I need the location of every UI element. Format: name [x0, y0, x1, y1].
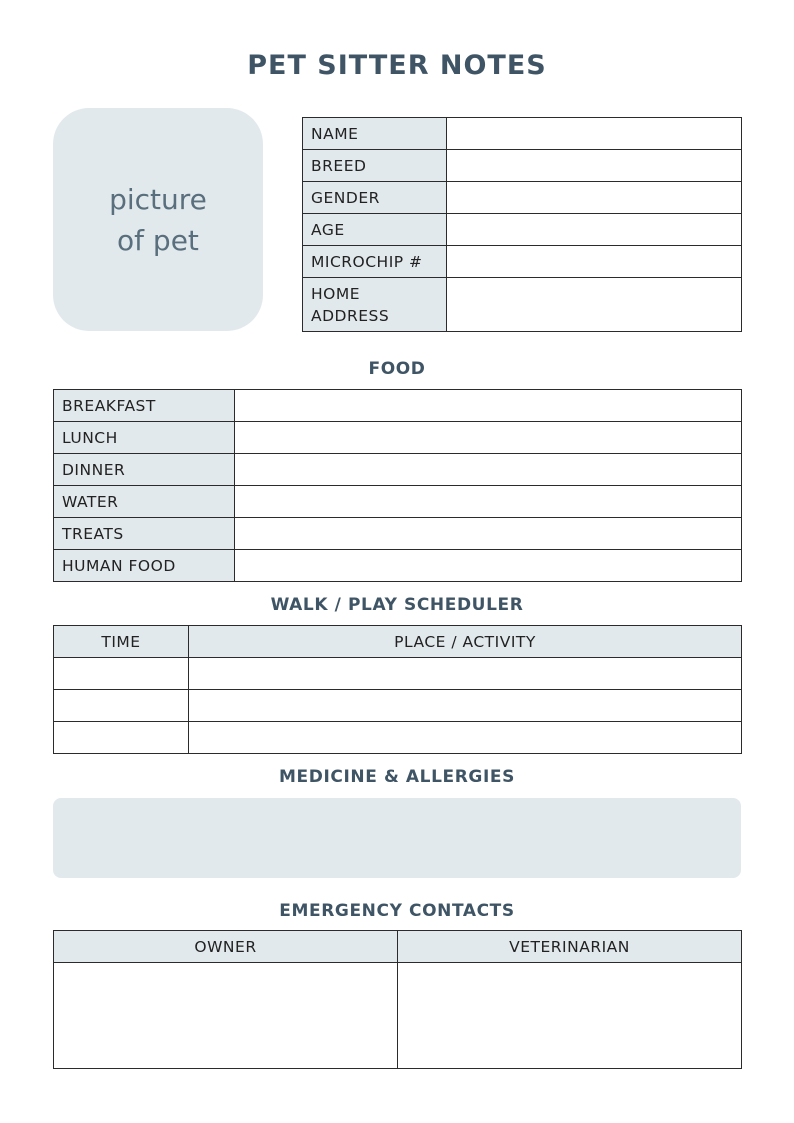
- table-row: [54, 658, 742, 690]
- food-label: LUNCH: [54, 422, 235, 454]
- table-row: [303, 246, 742, 278]
- table-row: [54, 422, 742, 454]
- food-label: TREATS: [54, 518, 235, 550]
- age-field[interactable]: [447, 214, 742, 246]
- food-label: DINNER: [54, 454, 235, 486]
- table-row: [303, 182, 742, 214]
- water-field[interactable]: [235, 486, 742, 518]
- human-food-field[interactable]: [235, 550, 742, 582]
- time-cell[interactable]: [54, 722, 189, 754]
- table-row: [54, 963, 742, 1069]
- walk-table: [53, 625, 742, 754]
- food-label: BREAKFAST: [54, 390, 235, 422]
- pet-info-label: NAME: [303, 118, 447, 150]
- time-cell[interactable]: [54, 658, 189, 690]
- medicine-heading: MEDICINE & ALLERGIES: [279, 767, 515, 787]
- microchip-field[interactable]: [447, 246, 742, 278]
- food-table: [53, 389, 742, 582]
- pet-info-table: [302, 117, 742, 332]
- table-row: [54, 518, 742, 550]
- time-cell[interactable]: [54, 690, 189, 722]
- table-row: [54, 486, 742, 518]
- pet-info-label: [303, 278, 447, 332]
- table-row: [54, 390, 742, 422]
- table-row: [303, 118, 742, 150]
- owner-contact-cell[interactable]: [54, 963, 398, 1069]
- activity-cell[interactable]: [189, 658, 742, 690]
- veterinarian-contact-cell[interactable]: [398, 963, 742, 1069]
- activity-column-header: PLACE / ACTIVITY: [189, 626, 742, 658]
- table-row: [54, 454, 742, 486]
- address-label-line1: HOME: [311, 284, 361, 303]
- table-row: [303, 214, 742, 246]
- treats-field[interactable]: [235, 518, 742, 550]
- activity-cell[interactable]: [189, 690, 742, 722]
- table-row: [303, 278, 742, 332]
- name-field[interactable]: [447, 118, 742, 150]
- address-label-line2: ADDRESS: [311, 306, 390, 325]
- food-heading: FOOD: [368, 359, 426, 379]
- table-header-row: [54, 931, 742, 963]
- table-row: [303, 150, 742, 182]
- lunch-field[interactable]: [235, 422, 742, 454]
- pet-info-label: GENDER: [303, 182, 447, 214]
- pet-info-label: MICROCHIP #: [303, 246, 447, 278]
- gender-field[interactable]: [447, 182, 742, 214]
- table-row: [54, 722, 742, 754]
- activity-cell[interactable]: [189, 722, 742, 754]
- breakfast-field[interactable]: [235, 390, 742, 422]
- veterinarian-column-header: VETERINARIAN: [398, 931, 742, 963]
- food-label: WATER: [54, 486, 235, 518]
- food-label: HUMAN FOOD: [54, 550, 235, 582]
- page-title: PET SITTER NOTES: [247, 50, 547, 81]
- emergency-heading: EMERGENCY CONTACTS: [279, 901, 515, 921]
- pet-photo-placeholder[interactable]: [53, 108, 263, 331]
- photo-placeholder-line2: of pet: [117, 223, 199, 257]
- owner-column-header: OWNER: [54, 931, 398, 963]
- emergency-table: [53, 930, 742, 1069]
- medicine-notes-box[interactable]: [53, 798, 741, 878]
- walk-heading: WALK / PLAY SCHEDULER: [270, 595, 524, 615]
- home-address-field[interactable]: [447, 278, 742, 332]
- table-row: [54, 690, 742, 722]
- time-column-header: TIME: [54, 626, 189, 658]
- photo-placeholder-line1: picture: [109, 182, 207, 216]
- pet-info-label: AGE: [303, 214, 447, 246]
- table-row: [54, 550, 742, 582]
- table-header-row: [54, 626, 742, 658]
- breed-field[interactable]: [447, 150, 742, 182]
- dinner-field[interactable]: [235, 454, 742, 486]
- pet-info-label: BREED: [303, 150, 447, 182]
